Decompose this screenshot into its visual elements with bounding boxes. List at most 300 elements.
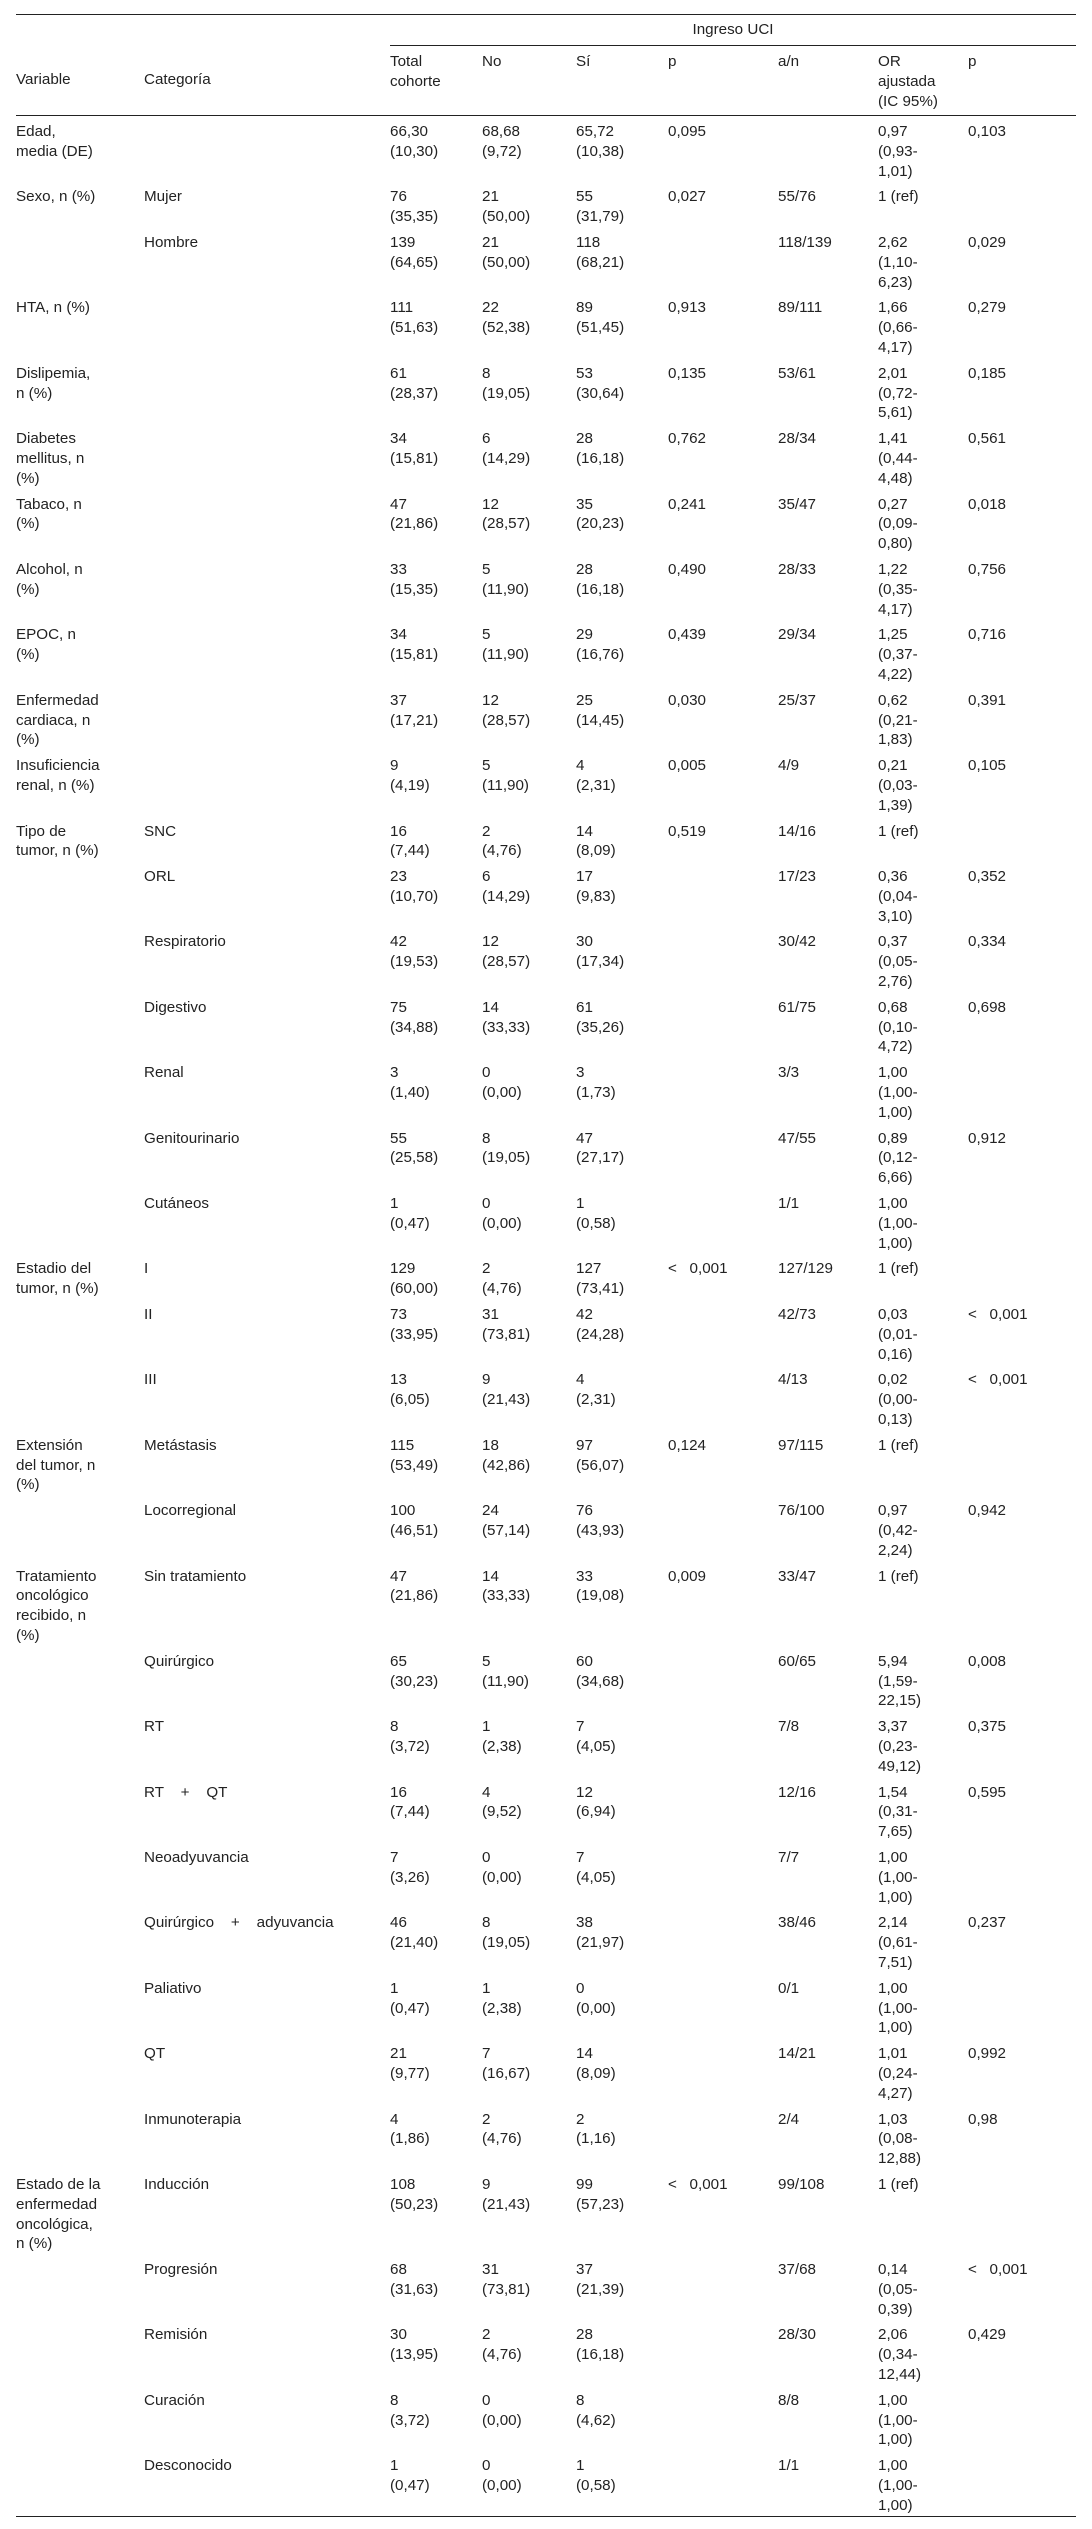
an-cell: 14/16 [778, 822, 817, 840]
p-adjusted-cell: 0,698 [968, 998, 1007, 1016]
no-cell: 8 (19,05) [482, 364, 531, 402]
categoria-cell: Renal [144, 1064, 184, 1082]
variable-cell [16, 1495, 144, 1560]
col-header-variable: Variable [16, 46, 144, 116]
p-adjusted-cell: 0,185 [968, 364, 1007, 382]
variable-cell: Sexo, n (%) [16, 188, 96, 206]
col-header-p: p [668, 46, 778, 116]
or-cell: 1,22 (0,35- 4,17) [878, 560, 918, 618]
no-cell: 0 (0,00) [482, 2391, 522, 2429]
variable-cell: Edad, media (DE) [16, 123, 93, 160]
p-adjusted-cell: 0,018 [968, 495, 1007, 513]
an-cell: 4/9 [778, 757, 800, 775]
or-cell: 1 (ref) [878, 1436, 919, 1454]
categoria-cell: Locorregional [144, 1502, 237, 1520]
total-cell: 30 (13,95) [390, 2326, 439, 2364]
variable-cell [16, 1123, 144, 1188]
p-cell [668, 1646, 778, 1711]
col-header-no: No [482, 46, 576, 116]
an-cell: 60/65 [778, 1652, 817, 1670]
variable-cell [16, 1646, 144, 1711]
si-cell: 14 (8,09) [576, 822, 616, 860]
variable-cell: Estadio del tumor, n (%) [16, 1260, 99, 1298]
si-cell: 28 (16,18) [576, 430, 625, 467]
or-cell: 1,00 (1,00- 1,00) [878, 1064, 918, 1121]
p-cell [668, 1842, 778, 1907]
si-cell: 3 (1,73) [576, 1064, 616, 1102]
no-cell: 1 (2,38) [482, 1979, 522, 2017]
p-adjusted-cell: 0,98 [968, 2110, 998, 2128]
si-cell: 17 (9,83) [576, 868, 616, 905]
an-cell: 55/76 [778, 188, 817, 206]
categoria-cell: Cutáneos [144, 1195, 210, 1213]
or-cell: 1 (ref) [878, 1567, 919, 1585]
si-cell: 76 (43,93) [576, 1502, 625, 1539]
si-cell: 65,72 (10,38) [576, 123, 625, 160]
p-cell [668, 1123, 778, 1188]
p-cell [668, 2254, 778, 2319]
no-cell: 22 (52,38) [482, 299, 531, 337]
no-cell: 5 (11,90) [482, 1652, 529, 1690]
or-cell: 1,00 (1,00- 1,00) [878, 1979, 918, 2037]
categoria-cell [144, 685, 390, 750]
si-cell: 0 (0,00) [576, 1979, 616, 2017]
table-row [16, 750, 1076, 815]
no-cell: 7 (16,67) [482, 2045, 531, 2082]
p-cell: 0,009 [668, 1567, 707, 1585]
variable-cell [16, 1364, 144, 1429]
si-cell: 118 (68,21) [576, 233, 625, 271]
no-cell: 12 (28,57) [482, 495, 531, 533]
or-cell: 2,62 (1,10- 6,23) [878, 233, 918, 291]
categoria-cell: Neoadyuvancia [144, 1848, 249, 1866]
total-cell: 47 (21,86) [390, 1567, 439, 1605]
categoria-cell: Sin tratamiento [144, 1567, 247, 1585]
an-cell: 1/1 [778, 2457, 800, 2475]
or-cell: 0,27 (0,09- 0,80) [878, 495, 918, 553]
variable-cell: Dislipemia, n (%) [16, 364, 91, 402]
categoria-cell: Curación [144, 2391, 205, 2409]
p-cell [668, 1057, 778, 1122]
p-adjusted-cell [968, 1430, 1076, 1495]
p-cell: 0,519 [668, 822, 707, 840]
no-cell: 12 (28,57) [482, 691, 531, 729]
col-header-an: a/n [778, 46, 878, 116]
table-row [16, 926, 1076, 991]
variable-cell [16, 1057, 144, 1122]
total-cell: 34 (15,81) [390, 430, 439, 467]
col-header-p-adjusted: p [968, 46, 1076, 116]
total-cell: 33 (15,35) [390, 560, 439, 598]
total-cell: 75 (34,88) [390, 998, 439, 1036]
an-cell: 12/16 [778, 1783, 817, 1801]
p-cell: 0,762 [668, 430, 707, 448]
an-cell: 47/55 [778, 1129, 817, 1147]
or-cell: 2,14 (0,61- 7,51) [878, 1914, 918, 1971]
p-adjusted-cell [968, 1973, 1076, 2038]
col-header-categoria: Categoría [144, 46, 390, 116]
table-row [16, 358, 1076, 423]
p-cell [668, 1777, 778, 1842]
table-row [16, 685, 1076, 750]
categoria-cell: RT [144, 1718, 164, 1736]
categoria-cell: I [144, 1260, 149, 1278]
table-row [16, 227, 1076, 292]
total-cell: 46 (21,40) [390, 1914, 439, 1952]
p-adjusted-cell: 0,992 [968, 2045, 1007, 2063]
table-row [16, 1430, 1076, 1495]
an-cell: 28/33 [778, 560, 817, 578]
p-adjusted-cell [968, 1057, 1076, 1122]
table-row [16, 2385, 1076, 2450]
si-cell: 55 (31,79) [576, 188, 625, 226]
total-cell: 76 (35,35) [390, 188, 439, 226]
or-cell: 0,21 (0,03- 1,39) [878, 757, 918, 814]
total-cell: 3 (1,40) [390, 1064, 430, 1102]
an-cell: 25/37 [778, 691, 817, 709]
or-cell: 1 (ref) [878, 822, 919, 840]
or-cell: 3,37 (0,23- 49,12) [878, 1718, 922, 1775]
an-cell: 118/139 [778, 233, 832, 251]
or-cell: 1 (ref) [878, 2175, 919, 2193]
no-cell: 14 (33,33) [482, 998, 531, 1036]
no-cell: 68,68 (9,72) [482, 123, 522, 160]
table-row [16, 1973, 1076, 2038]
p-cell: 0,490 [668, 560, 707, 578]
table-row [16, 1364, 1076, 1429]
an-cell: 29/34 [778, 626, 817, 644]
total-cell: 115 (53,49) [390, 1436, 439, 1474]
no-cell: 8 (19,05) [482, 1129, 531, 1167]
p-cell: < 0,001 [668, 2175, 728, 2193]
table-row [16, 554, 1076, 619]
table-row [16, 2450, 1076, 2515]
total-cell: 61 (28,37) [390, 364, 439, 402]
no-cell: 8 (19,05) [482, 1914, 531, 1952]
p-cell [668, 1907, 778, 1972]
total-cell: 129 (60,00) [390, 1260, 439, 1298]
table-row [16, 116, 1076, 182]
si-cell: 8 (4,62) [576, 2391, 616, 2429]
categoria-cell: Inducción [144, 2175, 210, 2193]
an-cell [778, 116, 878, 182]
p-cell [668, 2038, 778, 2103]
p-adjusted-cell: 0,375 [968, 1718, 1007, 1736]
or-cell: 1,00 (1,00- 1,00) [878, 1195, 918, 1252]
table-row [16, 1711, 1076, 1776]
table-row [16, 292, 1076, 357]
p-adjusted-cell: 0,029 [968, 233, 1007, 251]
variable-cell [16, 1907, 144, 1972]
an-cell: 99/108 [778, 2175, 825, 2193]
total-cell: 65 (30,23) [390, 1652, 439, 1690]
table-row [16, 181, 1076, 227]
si-cell: 47 (27,17) [576, 1129, 625, 1167]
si-cell: 7 (4,05) [576, 1848, 616, 1886]
table-row [16, 2104, 1076, 2169]
p-cell: 0,241 [668, 495, 707, 513]
p-cell [668, 2385, 778, 2450]
an-cell: 14/21 [778, 2045, 817, 2063]
table-row [16, 489, 1076, 554]
variable-cell: Enfermedad cardiaca, n (%) [16, 691, 99, 749]
or-cell: 2,06 (0,34- 12,44) [878, 2326, 922, 2384]
no-cell: 31 (73,81) [482, 2261, 531, 2298]
si-cell: 30 (17,34) [576, 933, 625, 971]
no-cell: 5 (11,90) [482, 757, 529, 794]
p-adjusted-cell: < 0,001 [968, 2261, 1028, 2279]
p-adjusted-cell: 0,237 [968, 1914, 1007, 1932]
categoria-cell: SNC [144, 822, 177, 840]
p-cell [668, 2104, 778, 2169]
variable-cell: EPOC, n (%) [16, 626, 76, 664]
categoria-cell [144, 489, 390, 554]
variable-cell: Tipo de tumor, n (%) [16, 822, 99, 860]
no-cell: 21 (50,00) [482, 188, 531, 226]
no-cell: 5 (11,90) [482, 626, 529, 664]
categoria-cell [144, 750, 390, 815]
table-row [16, 1646, 1076, 1711]
or-cell: 1,01 (0,24- 4,27) [878, 2045, 918, 2102]
categoria-cell [144, 554, 390, 619]
p-cell [668, 2450, 778, 2515]
no-cell: 12 (28,57) [482, 933, 531, 971]
p-cell [668, 926, 778, 991]
no-cell: 21 (50,00) [482, 233, 531, 271]
p-adjusted-cell [968, 181, 1076, 227]
no-cell: 2 (4,76) [482, 1260, 522, 1298]
p-adjusted-cell: < 0,001 [968, 1371, 1028, 1389]
p-adjusted-cell: 0,912 [968, 1129, 1007, 1147]
variable-cell [16, 227, 144, 292]
table-row [16, 861, 1076, 926]
si-cell: 38 (21,97) [576, 1914, 625, 1952]
variable-cell [16, 1299, 144, 1364]
or-cell: 1,03 (0,08- 12,88) [878, 2110, 922, 2168]
or-cell: 1 (ref) [878, 1260, 919, 1278]
or-cell: 0,02 (0,00- 0,13) [878, 1371, 918, 1429]
total-cell: 16 (7,44) [390, 822, 430, 860]
an-cell: 53/61 [778, 364, 817, 382]
an-cell: 1/1 [778, 1195, 800, 1213]
table-row [16, 1561, 1076, 1646]
or-cell: 0,03 (0,01- 0,16) [878, 1306, 918, 1363]
total-cell: 47 (21,86) [390, 495, 439, 533]
total-cell: 42 (19,53) [390, 933, 439, 971]
or-cell: 1,66 (0,66- 4,17) [878, 299, 918, 356]
column-header-row [16, 46, 1076, 116]
an-cell: 8/8 [778, 2391, 800, 2409]
total-cell: 1 (0,47) [390, 1979, 430, 2017]
variable-cell [16, 861, 144, 926]
si-cell: 4 (2,31) [576, 1371, 616, 1409]
si-cell: 35 (20,23) [576, 495, 625, 533]
categoria-cell: Metástasis [144, 1436, 217, 1454]
p-adjusted-cell: 0,279 [968, 299, 1007, 317]
total-cell: 16 (7,44) [390, 1783, 430, 1821]
p-adjusted-cell [968, 1188, 1076, 1253]
an-cell: 2/4 [778, 2110, 800, 2128]
p-cell [668, 2319, 778, 2384]
p-adjusted-cell: 0,561 [968, 430, 1007, 448]
no-cell: 31 (73,81) [482, 1306, 531, 1343]
total-cell: 1 (0,47) [390, 1195, 430, 1232]
or-cell: 1,00 (1,00- 1,00) [878, 2457, 918, 2514]
categoria-cell: Desconocido [144, 2457, 232, 2475]
p-adjusted-cell [968, 1561, 1076, 1646]
no-cell: 5 (11,90) [482, 560, 529, 598]
categoria-cell: QT [144, 2045, 166, 2063]
p-adjusted-cell: < 0,001 [968, 1306, 1028, 1324]
categoria-cell: Progresión [144, 2261, 218, 2279]
si-cell: 2 (1,16) [576, 2110, 616, 2148]
si-cell: 1 (0,58) [576, 1195, 616, 1232]
or-cell: 0,37 (0,05- 2,76) [878, 933, 918, 991]
an-cell: 7/7 [778, 1848, 800, 1866]
no-cell: 2 (4,76) [482, 2110, 522, 2148]
no-cell: 6 (14,29) [482, 868, 531, 905]
p-adjusted-cell: 0,429 [968, 2326, 1007, 2344]
variable-cell: Tabaco, n (%) [16, 495, 82, 533]
variable-cell: Insuficiencia renal, n (%) [16, 757, 100, 794]
table-row [16, 992, 1076, 1057]
p-cell [668, 1711, 778, 1776]
or-cell: 1 (ref) [878, 188, 919, 206]
si-cell: 61 (35,26) [576, 998, 625, 1036]
si-cell: 33 (19,08) [576, 1567, 625, 1605]
results-table-container [16, 14, 1076, 2517]
total-cell: 23 (10,70) [390, 868, 439, 905]
p-adjusted-cell [968, 1253, 1076, 1299]
p-adjusted-cell: 0,595 [968, 1783, 1007, 1801]
p-cell [668, 1495, 778, 1560]
an-cell: 7/8 [778, 1718, 800, 1736]
si-cell: 53 (30,64) [576, 364, 625, 402]
total-cell: 1 (0,47) [390, 2457, 430, 2495]
an-cell: 3/3 [778, 1064, 800, 1082]
no-cell: 0 (0,00) [482, 1848, 522, 1886]
si-cell: 28 (16,18) [576, 560, 625, 598]
si-cell: 29 (16,76) [576, 626, 625, 664]
no-cell: 0 (0,00) [482, 2457, 522, 2495]
p-adjusted-cell: 0,008 [968, 1652, 1007, 1670]
col-header-or: OR ajustada (IC 95%) [878, 46, 968, 116]
variable-cell: Extensión del tumor, n (%) [16, 1436, 96, 1494]
table-row [16, 1495, 1076, 1560]
si-cell: 60 (34,68) [576, 1652, 625, 1690]
categoria-cell: Quirúrgico [144, 1652, 215, 1670]
variable-cell: HTA, n (%) [16, 299, 90, 317]
or-cell: 1,25 (0,37- 4,22) [878, 626, 918, 683]
si-cell: 89 (51,45) [576, 299, 625, 337]
an-cell: 0/1 [778, 1979, 800, 1997]
no-cell: 2 (4,76) [482, 2326, 522, 2364]
or-cell: 0,68 (0,10- 4,72) [878, 998, 918, 1056]
an-cell: 38/46 [778, 1914, 817, 1932]
p-cell: 0,913 [668, 299, 707, 317]
an-cell: 76/100 [778, 1502, 825, 1520]
p-cell: 0,095 [668, 123, 707, 140]
p-adjusted-cell: 0,352 [968, 868, 1007, 886]
p-adjusted-cell: 0,103 [968, 123, 1007, 140]
si-cell: 37 (21,39) [576, 2261, 625, 2298]
categoria-cell: Genitourinario [144, 1129, 240, 1147]
variable-cell: Tratamiento oncológico recibido, n (%) [16, 1567, 97, 1644]
no-cell: 9 (21,43) [482, 2175, 531, 2213]
an-cell: 127/129 [778, 1260, 833, 1278]
an-cell: 28/30 [778, 2326, 817, 2344]
table-row [16, 619, 1076, 684]
an-cell: 35/47 [778, 495, 817, 513]
p-cell [668, 1364, 778, 1429]
p-adjusted-cell [968, 1842, 1076, 1907]
p-adjusted-cell: 0,391 [968, 691, 1007, 709]
total-cell: 66,30 (10,30) [390, 123, 439, 160]
variable-cell [16, 2254, 144, 2319]
no-cell: 18 (42,86) [482, 1436, 531, 1474]
categoria-cell: Remisión [144, 2326, 208, 2344]
or-cell: 1,00 (1,00- 1,00) [878, 2391, 918, 2449]
table-row [16, 1253, 1076, 1299]
p-cell: 0,124 [668, 1436, 707, 1454]
no-cell: 9 (21,43) [482, 1371, 531, 1409]
si-cell: 7 (4,05) [576, 1718, 616, 1755]
p-adjusted-cell: 0,716 [968, 626, 1007, 644]
variable-cell [16, 1973, 144, 2038]
p-cell [668, 1973, 778, 2038]
an-cell: 30/42 [778, 933, 817, 951]
table-row [16, 816, 1076, 862]
si-cell: 25 (14,45) [576, 691, 625, 729]
variable-cell: Alcohol, n (%) [16, 560, 83, 598]
an-cell: 61/75 [778, 998, 817, 1016]
table-row [16, 1057, 1076, 1122]
variable-cell [16, 926, 144, 991]
total-cell: 8 (3,72) [390, 2391, 430, 2429]
or-cell: 1,54 (0,31- 7,65) [878, 1783, 918, 1841]
group-header-row [16, 15, 1076, 46]
p-cell [668, 992, 778, 1057]
total-cell: 111 (51,63) [390, 299, 439, 337]
table-row [16, 2319, 1076, 2384]
total-cell: 100 (46,51) [390, 1502, 439, 1539]
an-cell: 33/47 [778, 1567, 817, 1585]
total-cell: 108 (50,23) [390, 2175, 439, 2213]
or-cell: 0,62 (0,21- 1,83) [878, 691, 918, 749]
p-cell: 0,027 [668, 188, 707, 206]
p-adjusted-cell [968, 816, 1076, 862]
si-cell: 28 (16,18) [576, 2326, 625, 2364]
variable-cell [16, 992, 144, 1057]
total-cell: 8 (3,72) [390, 1718, 430, 1755]
p-cell: 0,005 [668, 757, 707, 775]
categoria-cell: Mujer [144, 188, 182, 206]
an-cell: 17/23 [778, 868, 817, 886]
an-cell: 89/111 [778, 299, 823, 317]
si-cell: 97 (56,07) [576, 1436, 625, 1474]
total-cell: 9 (4,19) [390, 757, 430, 794]
si-cell: 14 (8,09) [576, 2045, 616, 2082]
variable-cell [16, 2104, 144, 2169]
categoria-cell [144, 423, 390, 488]
total-cell: 7 (3,26) [390, 1848, 430, 1886]
categoria-cell: II [144, 1306, 153, 1324]
variable-cell [16, 2385, 144, 2450]
total-cell: 68 (31,63) [390, 2261, 439, 2298]
categoria-cell: ORL [144, 868, 176, 886]
or-cell: 1,00 (1,00- 1,00) [878, 1848, 918, 1906]
table-row [16, 1188, 1076, 1253]
